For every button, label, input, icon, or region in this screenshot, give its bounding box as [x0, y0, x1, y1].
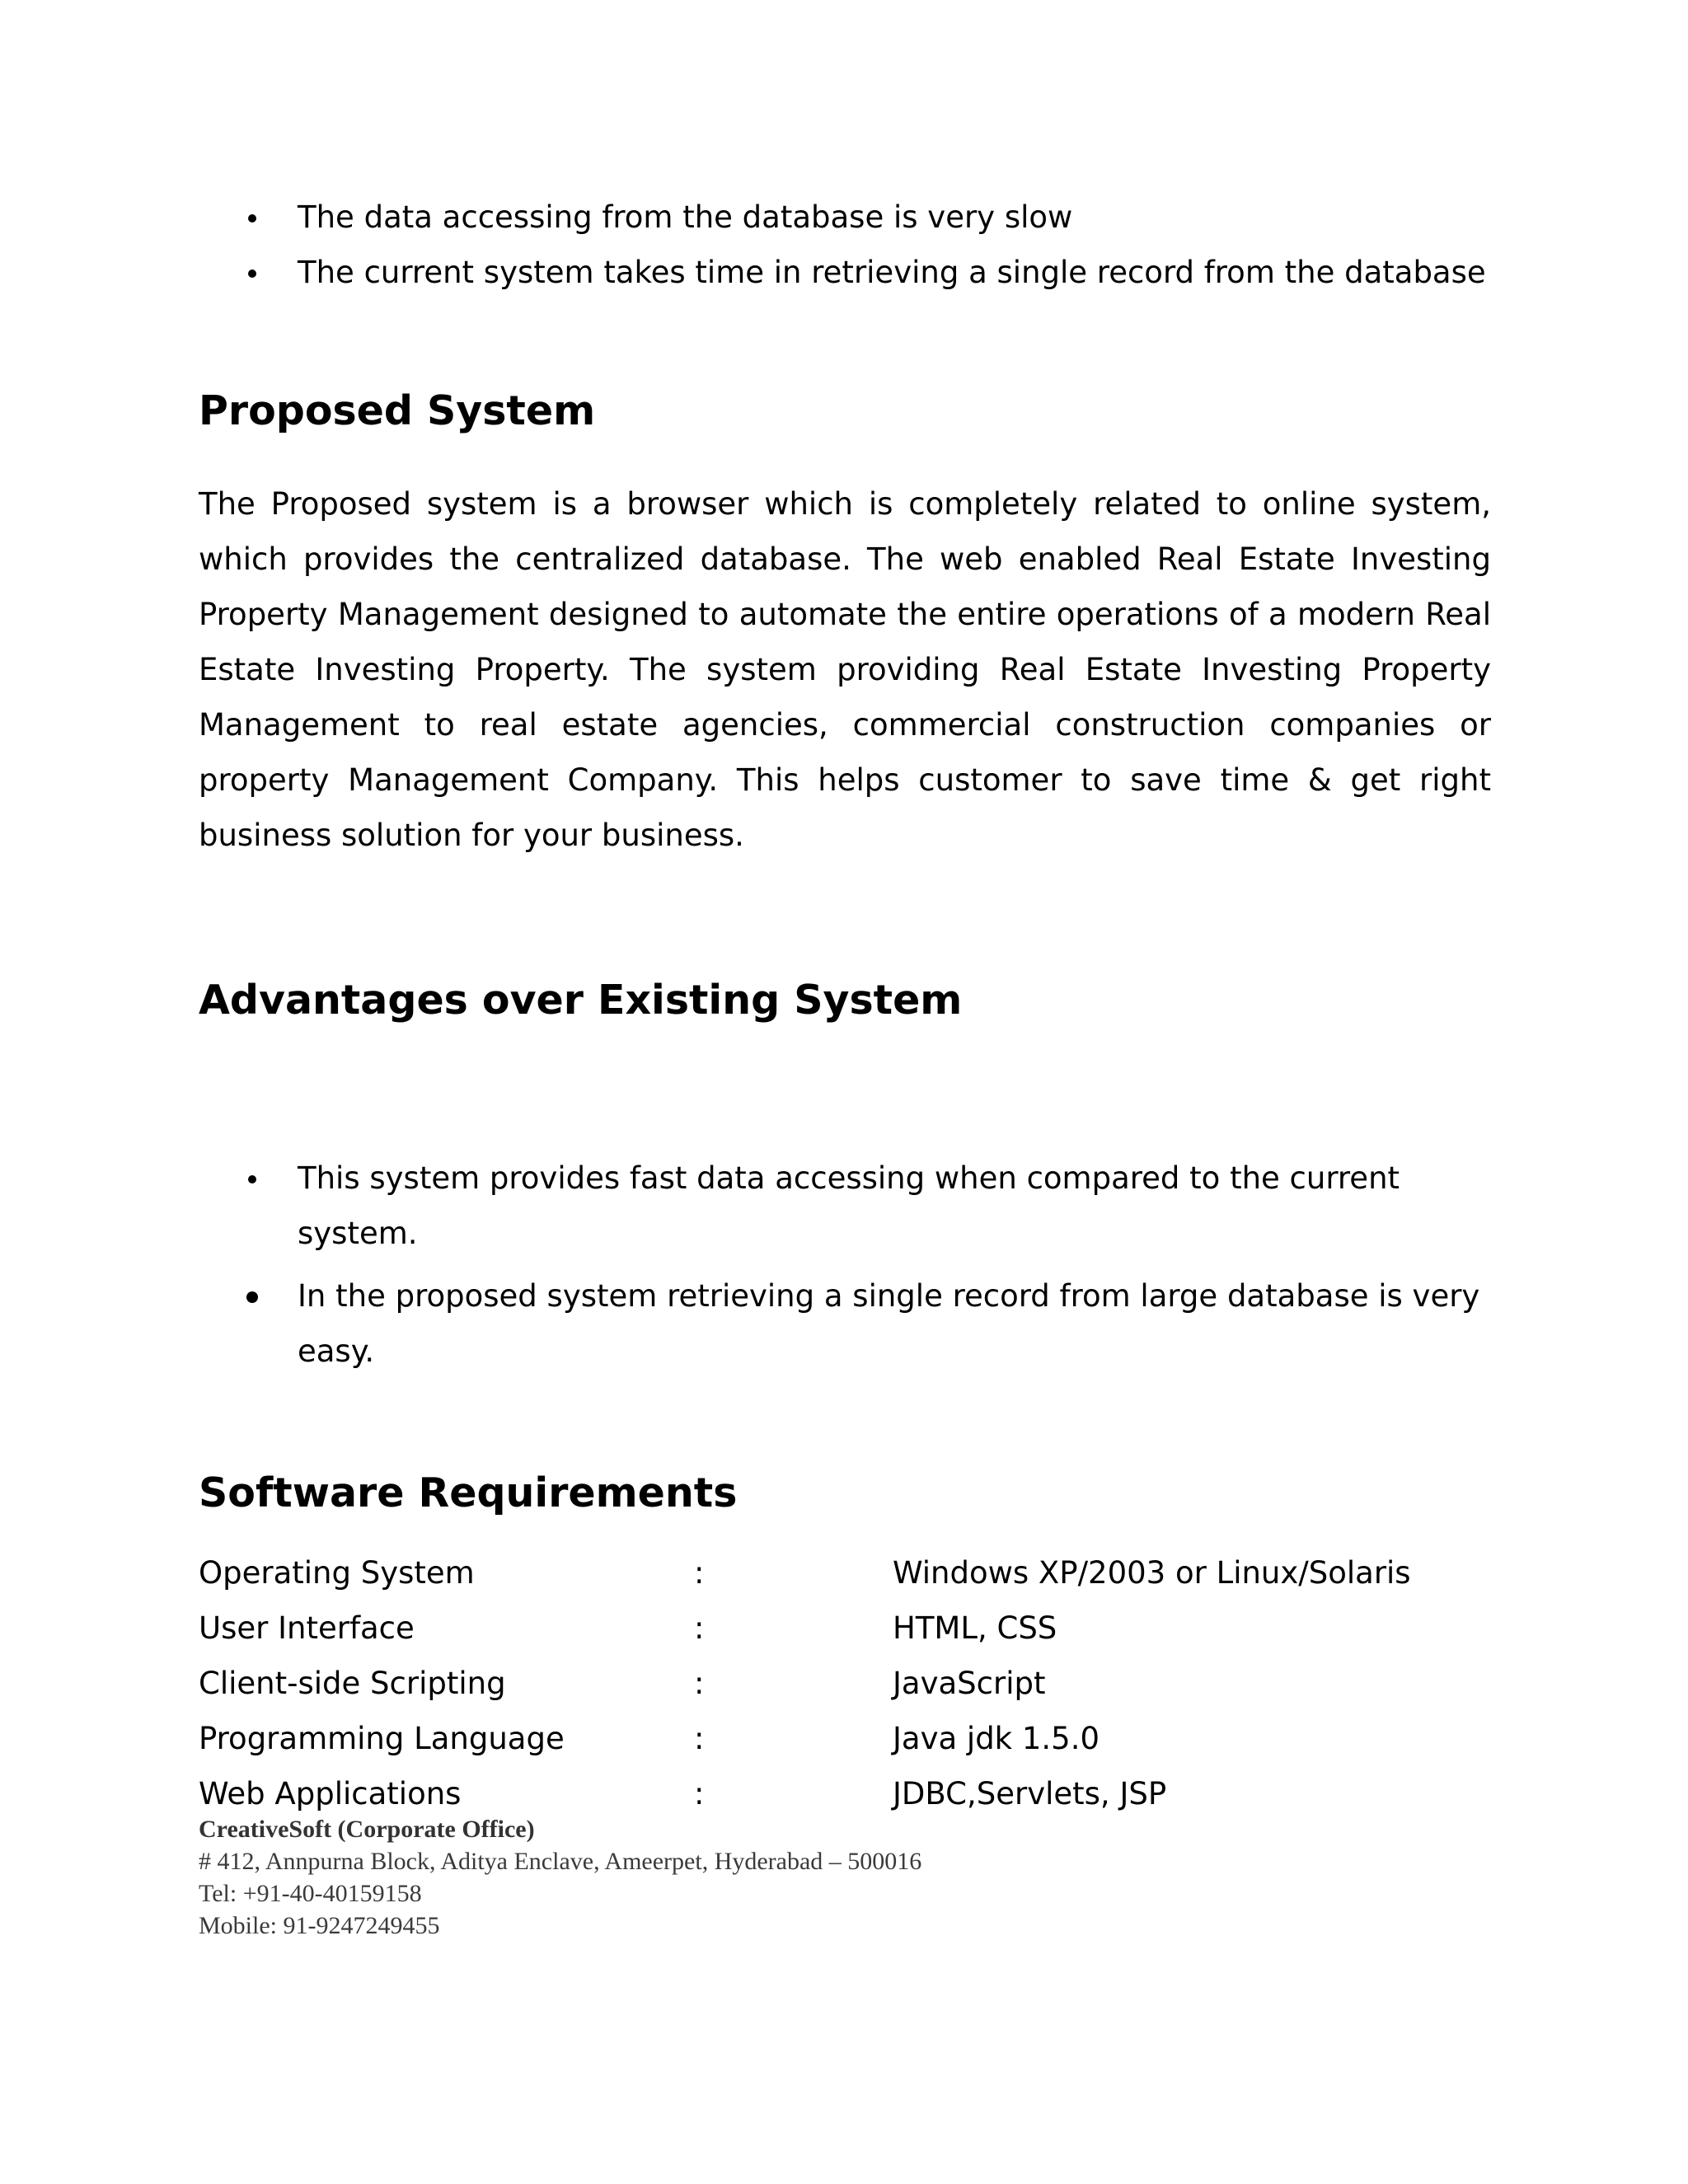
bullet-icon [248, 214, 256, 223]
table-row [199, 1545, 1491, 1601]
bullet-icon [248, 1175, 256, 1183]
requirement-separator: : [694, 1776, 705, 1811]
requirement-label: Operating System [199, 1555, 475, 1591]
page-footer [199, 1813, 921, 1942]
advantages-heading: Advantages over Existing System [199, 977, 963, 1024]
proposed-system-paragraph: The Proposed system is a browser which is completely related to online system, which provides the centralized database. The web enabled Real Estate Investing Property Management designed to automate the entire operations of a modern Real Estate Investing Property. The system providing Real Estate Investing Property Management to real estate agencies, commercial construction companies or property Management Company. This helps customer to save time & get right business solution for your business. [199, 486, 1491, 853]
list-item-text: The current system takes time in retrieving a single record from the database [298, 255, 1486, 290]
bullet-icon [246, 1291, 258, 1303]
requirement-value: JDBC,Servlets, JSP [893, 1776, 1167, 1811]
software-requirements-heading: Software Requirements [199, 1469, 738, 1516]
requirement-label: Web Applications [199, 1776, 462, 1811]
existing-system-bullets [199, 190, 1491, 300]
list-item [199, 1268, 1491, 1379]
requirement-separator: : [694, 1610, 705, 1646]
proposed-system-heading: Proposed System [199, 387, 596, 434]
requirement-separator: : [694, 1555, 705, 1591]
table-row [199, 1601, 1491, 1656]
advantages-bullets [199, 1151, 1491, 1386]
requirement-label: Programming Language [199, 1721, 565, 1756]
requirement-separator: : [694, 1721, 705, 1756]
table-row [199, 1656, 1491, 1711]
table-row [199, 1711, 1491, 1766]
list-item-text: This system provides fast data accessing when compared to the current system. [298, 1160, 1400, 1251]
requirement-label: Client-side Scripting [199, 1666, 506, 1701]
footer-mobile: Mobile: 91-9247249455 [199, 1912, 440, 1939]
list-item [199, 1151, 1491, 1261]
footer-company: CreativeSoft (Corporate Office) [199, 1816, 535, 1843]
requirement-value: Windows XP/2003 or Linux/Solaris [893, 1555, 1411, 1591]
requirement-separator: : [694, 1666, 705, 1701]
requirement-label: User Interface [199, 1610, 415, 1646]
requirement-value: JavaScript [893, 1666, 1046, 1701]
requirement-value: HTML, CSS [893, 1610, 1057, 1646]
requirement-value: Java jdk 1.5.0 [893, 1721, 1100, 1756]
software-requirements-table [199, 1545, 1491, 1821]
list-item-text: In the proposed system retrieving a single record from large database is very easy. [298, 1278, 1480, 1369]
footer-address: # 412, Annpurna Block, Aditya Enclave, Ameerpet, Hyderabad – 500016 [199, 1848, 922, 1875]
footer-tel: Tel: +91-40-40159158 [199, 1880, 422, 1907]
bullet-icon [248, 269, 256, 278]
list-item [199, 245, 1491, 300]
list-item [199, 190, 1491, 245]
list-item-text: The data accessing from the database is very slow [298, 199, 1073, 235]
